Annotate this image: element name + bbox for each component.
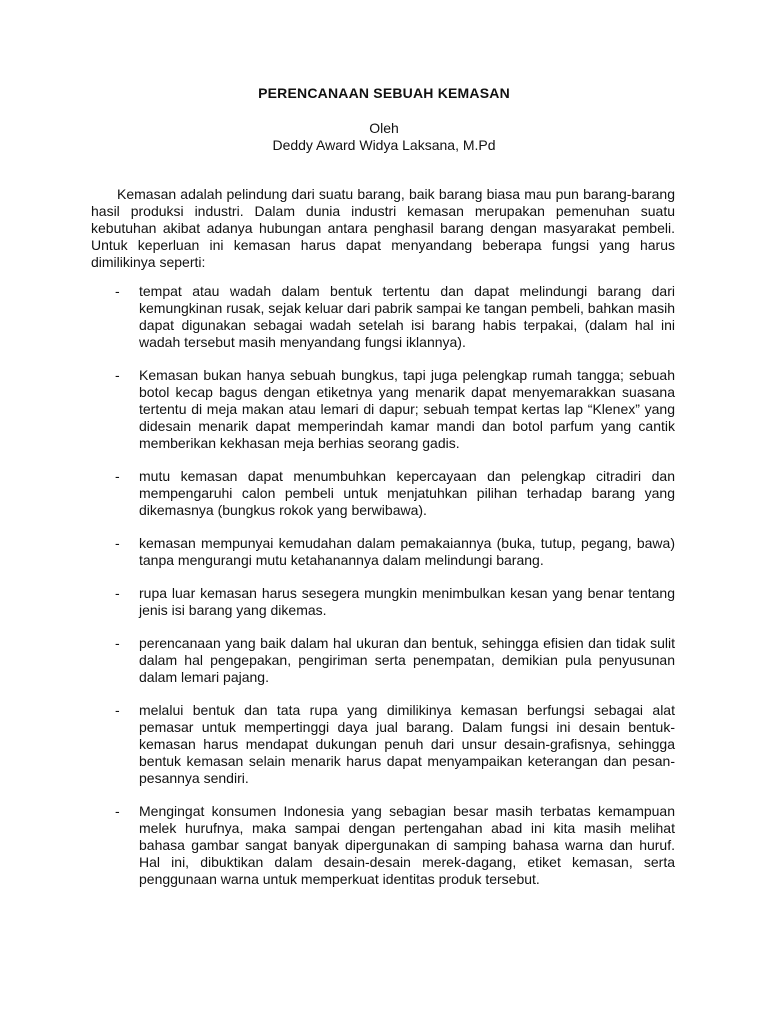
- list-item: [91, 535, 675, 569]
- list-item: [91, 702, 675, 787]
- list-item-text: melalui bentuk dan tata rupa yang dimilikinya kemasan berfungsi sebagai alat pemasar untuk mempertinggi daya jual barang. Dalam fungsi ini desain bentuk-kemasan harus mendapat dukungan penuh dari unsur desain-grafisnya, sehingga bentuk kemasan selain menarik harus dapat menyampaikan keterangan dan pesan-pesannya sendiri.: [139, 702, 675, 786]
- document-title: PERENCANAAN SEBUAH KEMASAN: [258, 85, 510, 101]
- list-item: [91, 803, 675, 888]
- bullet-dash: -: [115, 283, 120, 299]
- list-item: [91, 283, 675, 351]
- list-item: [91, 367, 675, 452]
- list-item-text: perencanaan yang baik dalam hal ukuran dan bentuk, sehingga efisien dan tidak sulit dalam hal pengepakan, pengiriman serta penempatan, demikian pula penyusunan dalam lemari pajang.: [139, 635, 675, 685]
- bullet-dash: -: [115, 803, 120, 819]
- list-item: [91, 585, 675, 619]
- function-list: [91, 283, 675, 904]
- byline: Oleh: [369, 120, 399, 136]
- bullet-dash: -: [115, 585, 120, 601]
- list-item: [91, 635, 675, 686]
- bullet-dash: -: [115, 702, 120, 718]
- list-item-text: Kemasan bukan hanya sebuah bungkus, tapi juga pelengkap rumah tangga; sebuah botol kecap bagus dengan etiketnya yang menarik dapat menyemarakkan suasana tertentu di meja makan atau lemari di dapur; sebuah tempat kertas lap “Klenex” yang didesain menarik dapat memperindah kamar mandi dan botol parfum yang cantik memberikan kekhasan meja berhias seorang gadis.: [139, 367, 675, 451]
- list-item-text: Mengingat konsumen Indonesia yang sebagian besar masih terbatas kemampuan melek hurufnya, maka sampai dengan pertengahan abad ini kita masih melihat bahasa gambar sangat banyak dipergunakan di samping bahasa warna dan huruf. Hal ini, dibuktikan dalam desain-desain merek-dagang, etiket kemasan, serta penggunaan warna untuk memperkuat identitas produk tersebut.: [139, 803, 675, 887]
- intro-paragraph: Kemasan adalah pelindung dari suatu barang, baik barang biasa mau pun barang-barang hasil produksi industri. Dalam dunia industri kemasan merupakan pemenuhan suatu kebutuhan akibat adanya hubungan antara penghasil barang dengan masyarakat pembeli. Untuk keperluan ini kemasan harus dapat menyandang beberapa fungsi yang harus dimilikinya seperti:: [91, 186, 675, 270]
- list-item-text: mutu kemasan dapat menumbuhkan kepercayaan dan pelengkap citradiri dan mempengaruhi calon pembeli untuk menjatuhkan pilihan terhadap barang yang dikemasnya (bungkus rokok yang berwibawa).: [139, 468, 675, 518]
- bullet-dash: -: [115, 367, 120, 383]
- list-item: [91, 468, 675, 519]
- list-item-text: rupa luar kemasan harus sesegera mungkin menimbulkan kesan yang benar tentang jenis isi barang yang dikemas.: [139, 585, 675, 618]
- author-block: [0, 120, 768, 154]
- bullet-dash: -: [115, 535, 120, 551]
- bullet-dash: -: [115, 635, 120, 651]
- author-name: Deddy Award Widya Laksana, M.Pd: [272, 137, 496, 153]
- bullet-dash: -: [115, 468, 120, 484]
- list-item-text: tempat atau wadah dalam bentuk tertentu dan dapat melindungi barang dari kemungkinan rusak, sejak keluar dari pabrik sampai ke tangan pembeli, bahkan masih dapat digunakan sebagai wadah setelah isi barang habis terpakai, (dalam hal ini wadah tersebut masih menyandang fungsi iklannya).: [139, 283, 675, 350]
- list-item-text: kemasan mempunyai kemudahan dalam pemakaiannya (buka, tutup, pegang, bawa) tanpa mengurangi mutu ketahanannya dalam melindungi barang.: [139, 535, 675, 568]
